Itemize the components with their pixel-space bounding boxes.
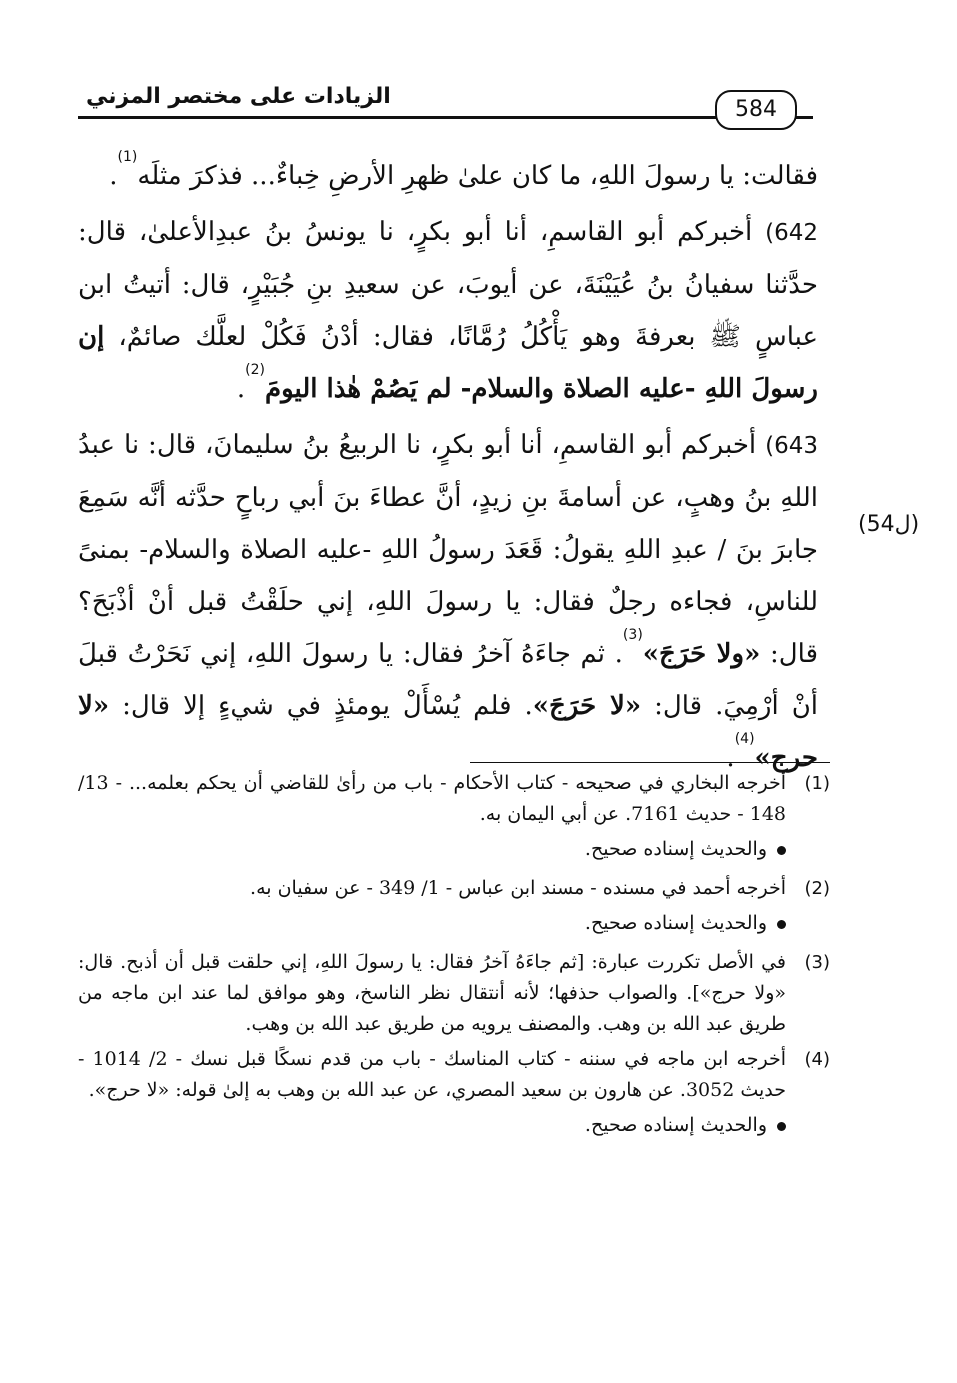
paragraph-643-text-3: . فلم يُسْأَلْ يومئذٍ في شيءٍ إلا قال:	[122, 691, 533, 721]
paragraph-642: 642) أخبركم أبو القاسمِ، أنا أبو بكرٍ، نا يونسُ بنُ عبدِالأعلىٰ، قال: حدَّثنا سفيانُ بنُ عُيَيْنَةَ، عن أيوبَ، عن سعيدِ بنِ جُبَيْرٍ، قال: أتيتُ ابن عباسٍ ﷺ بعرفةَ وهو يَأْكُلُ رُمَّانًا، فقال: أدْنُ فَكُلْ لعلَّك صائمٌ، إن رسولَ اللهِ -عليه الصلاة والسلام- لم يَصُمْ هٰذا اليومَ$^{(2)}$.	[78, 217, 819, 404]
footnote-3	[78, 947, 830, 1040]
footnote-1-note	[78, 834, 786, 865]
margin-folio-note: (ل54)	[858, 512, 920, 537]
footnote-note-text: والحديث إسناده صحيح.	[584, 1114, 767, 1136]
footnote-number: (1)	[804, 773, 830, 794]
bullet-icon	[777, 846, 786, 855]
bullet-icon	[777, 1122, 786, 1131]
paragraph-642-quote: إن رسولَ اللهِ -عليه الصلاة والسلام- لم يَصُمْ هٰذا اليومَ	[78, 322, 818, 404]
paragraph-1-text: فقالت: يا رسولَ اللهِ، ما كان علىٰ ظهرِ الأرضِ خِباءٌ... فذكرَ مثلَه	[137, 161, 818, 191]
footnote-text: أخرجه ابن ماجه في سننه - كتاب المناسك - باب من قدم نسكًا قبل نسك - 2/ 1014 - حديث 3052. عن هارون بن سعيد المصري، عن عبد الله بن وهب به إلىٰ قوله: «لا حرج».	[78, 1048, 786, 1101]
footnote-number: (4)	[804, 1049, 830, 1070]
footnote-text: أخرجه البخاري في صحيحه - كتاب الأحكام - باب من رأىٰ للقاضي أن يحكم بعلمه... - 13/ 148 - حديث 7161. عن أبي اليمان به.	[78, 772, 786, 825]
footnote-note-text: والحديث إسناده صحيح.	[584, 912, 767, 934]
hadith-number-643: 643)	[765, 433, 819, 459]
footnote-4-note	[78, 1110, 786, 1141]
footnote-2	[78, 873, 830, 904]
header-rule	[78, 116, 813, 119]
footnote-4	[78, 1044, 830, 1106]
paragraph-643-text: أخبركم أبو القاسمِ، أنا أبو بكرٍ، نا الربيعُ بنُ سليمانَ، قال: نا عبدُ اللهِ بنُ وهبٍ، عن أسامةَ بنِ زيدٍ، أنَّ عطاءَ بنَ أبي رباحٍ حدَّثه أنَّه سَمِعَ جابرَ بنَ / عبدِ اللهِ يقولُ: قَعَدَ رسولُ اللهِ -عليه الصلاة والسلام- بمنىً للناسِ، فجاءه رجلٌ فقال: يا رسولَ اللهِ، إني حلَقْتُ قبل أنْ أذْبَحَ؟ قال:	[78, 430, 819, 669]
bullet-icon	[777, 920, 786, 929]
footnotes	[78, 768, 830, 1149]
footnote-text: أخرجه أحمد في مسنده - مسند ابن عباس - 1/ 349 - عن سفيان به.	[250, 877, 786, 899]
footnote-ref-4: (4)	[734, 731, 755, 747]
page-number: 584	[715, 90, 797, 130]
main-text	[78, 150, 818, 784]
paragraph-1: فقالت: يا رسولَ اللهِ، ما كان علىٰ ظهرِ الأرضِ خِباءٌ... فذكرَ مثلَه$^{(1)}$.	[109, 149, 818, 191]
quote-la-haraj-final: «لا حرج»	[78, 691, 818, 773]
quote-wala-haraj: «ولا حَرَجَ»	[642, 639, 761, 669]
book-title: الزيادات على مختصر المزني	[80, 84, 397, 109]
paragraph-642-text: أخبركم أبو القاسمِ، أنا أبو بكرٍ، نا يونسُ بنُ عبدِالأعلىٰ، قال: حدَّثنا سفيانُ بنُ عُيَيْنَةَ، عن أيوبَ، عن سعيدِ بنِ جُبَيْرٍ، قال: أتيتُ ابن عباسٍ ﷺ بعرفةَ وهو يَأْكُلُ رُمَّانًا، فقال: أدْنُ فَكُلْ لعلَّك صائمٌ،	[78, 217, 819, 352]
footnote-2-note	[78, 908, 786, 939]
paragraph-643-text-2: . ثم جاءَهُ آخرُ فقال: يا رسولَ اللهِ، إني نَحَرْتُ قبلَ أنْ أرْمِيَ. قال:	[78, 639, 819, 721]
hadith-number-642: 642)	[765, 220, 818, 246]
footnote-note-text: والحديث إسناده صحيح.	[584, 838, 767, 860]
footnote-separator	[470, 762, 830, 763]
quote-la-haraj: «لا حَرَجَ»	[532, 691, 642, 721]
footnote-number: (2)	[804, 878, 830, 899]
footnote-ref-2: (2)	[245, 362, 265, 378]
footnote-number: (3)	[804, 952, 830, 973]
paragraph-643: 643) أخبركم أبو القاسمِ، أنا أبو بكرٍ، نا الربيعُ بنُ سليمانَ، قال: نا عبدُ اللهِ بنُ وهبٍ، عن أسامةَ بنِ زيدٍ، أنَّ عطاءَ بنَ أبي رباحٍ حدَّثه أنَّه سَمِعَ جابرَ بنَ / عبدِ اللهِ يقولُ: قَعَدَ رسولُ اللهِ -عليه الصلاة والسلام- بمنىً للناسِ، فجاءه رجلٌ فقال: يا رسولَ اللهِ، إني حلَقْتُ قبل أنْ أذْبَحَ؟ قال: «ولا حَرَجَ»$^{(3)}$. ثم جاءَهُ آخرُ فقال: يا رسولَ اللهِ، إني نَحَرْتُ قبلَ أنْ أرْمِيَ. قال: «لا حَرَجَ». فلم يُسْأَلْ يومئذٍ في شيءٍ إلا قال: «لا حرج»$^{(4)}$.	[78, 430, 819, 773]
footnote-1	[78, 768, 830, 830]
page-header	[78, 84, 813, 129]
footnote-ref-3: (3)	[622, 627, 643, 643]
footnote-text: في الأصل تكررت عبارة: [ثم جاءَهُ آخرُ فقال: يا رسولَ اللهِ، إني حلقت قبل أن أذبح. قال: «ولا حرج»]. والصواب حذفها؛ لأنه أنتقال نظر الناسخ، وهو موافق لما عند ابن ماجه من طريق عبد الله بن وهب. والمصنف يرويه من طريق عبد الله بن وهب.	[78, 951, 786, 1035]
footnote-ref-1: (1)	[117, 149, 138, 165]
